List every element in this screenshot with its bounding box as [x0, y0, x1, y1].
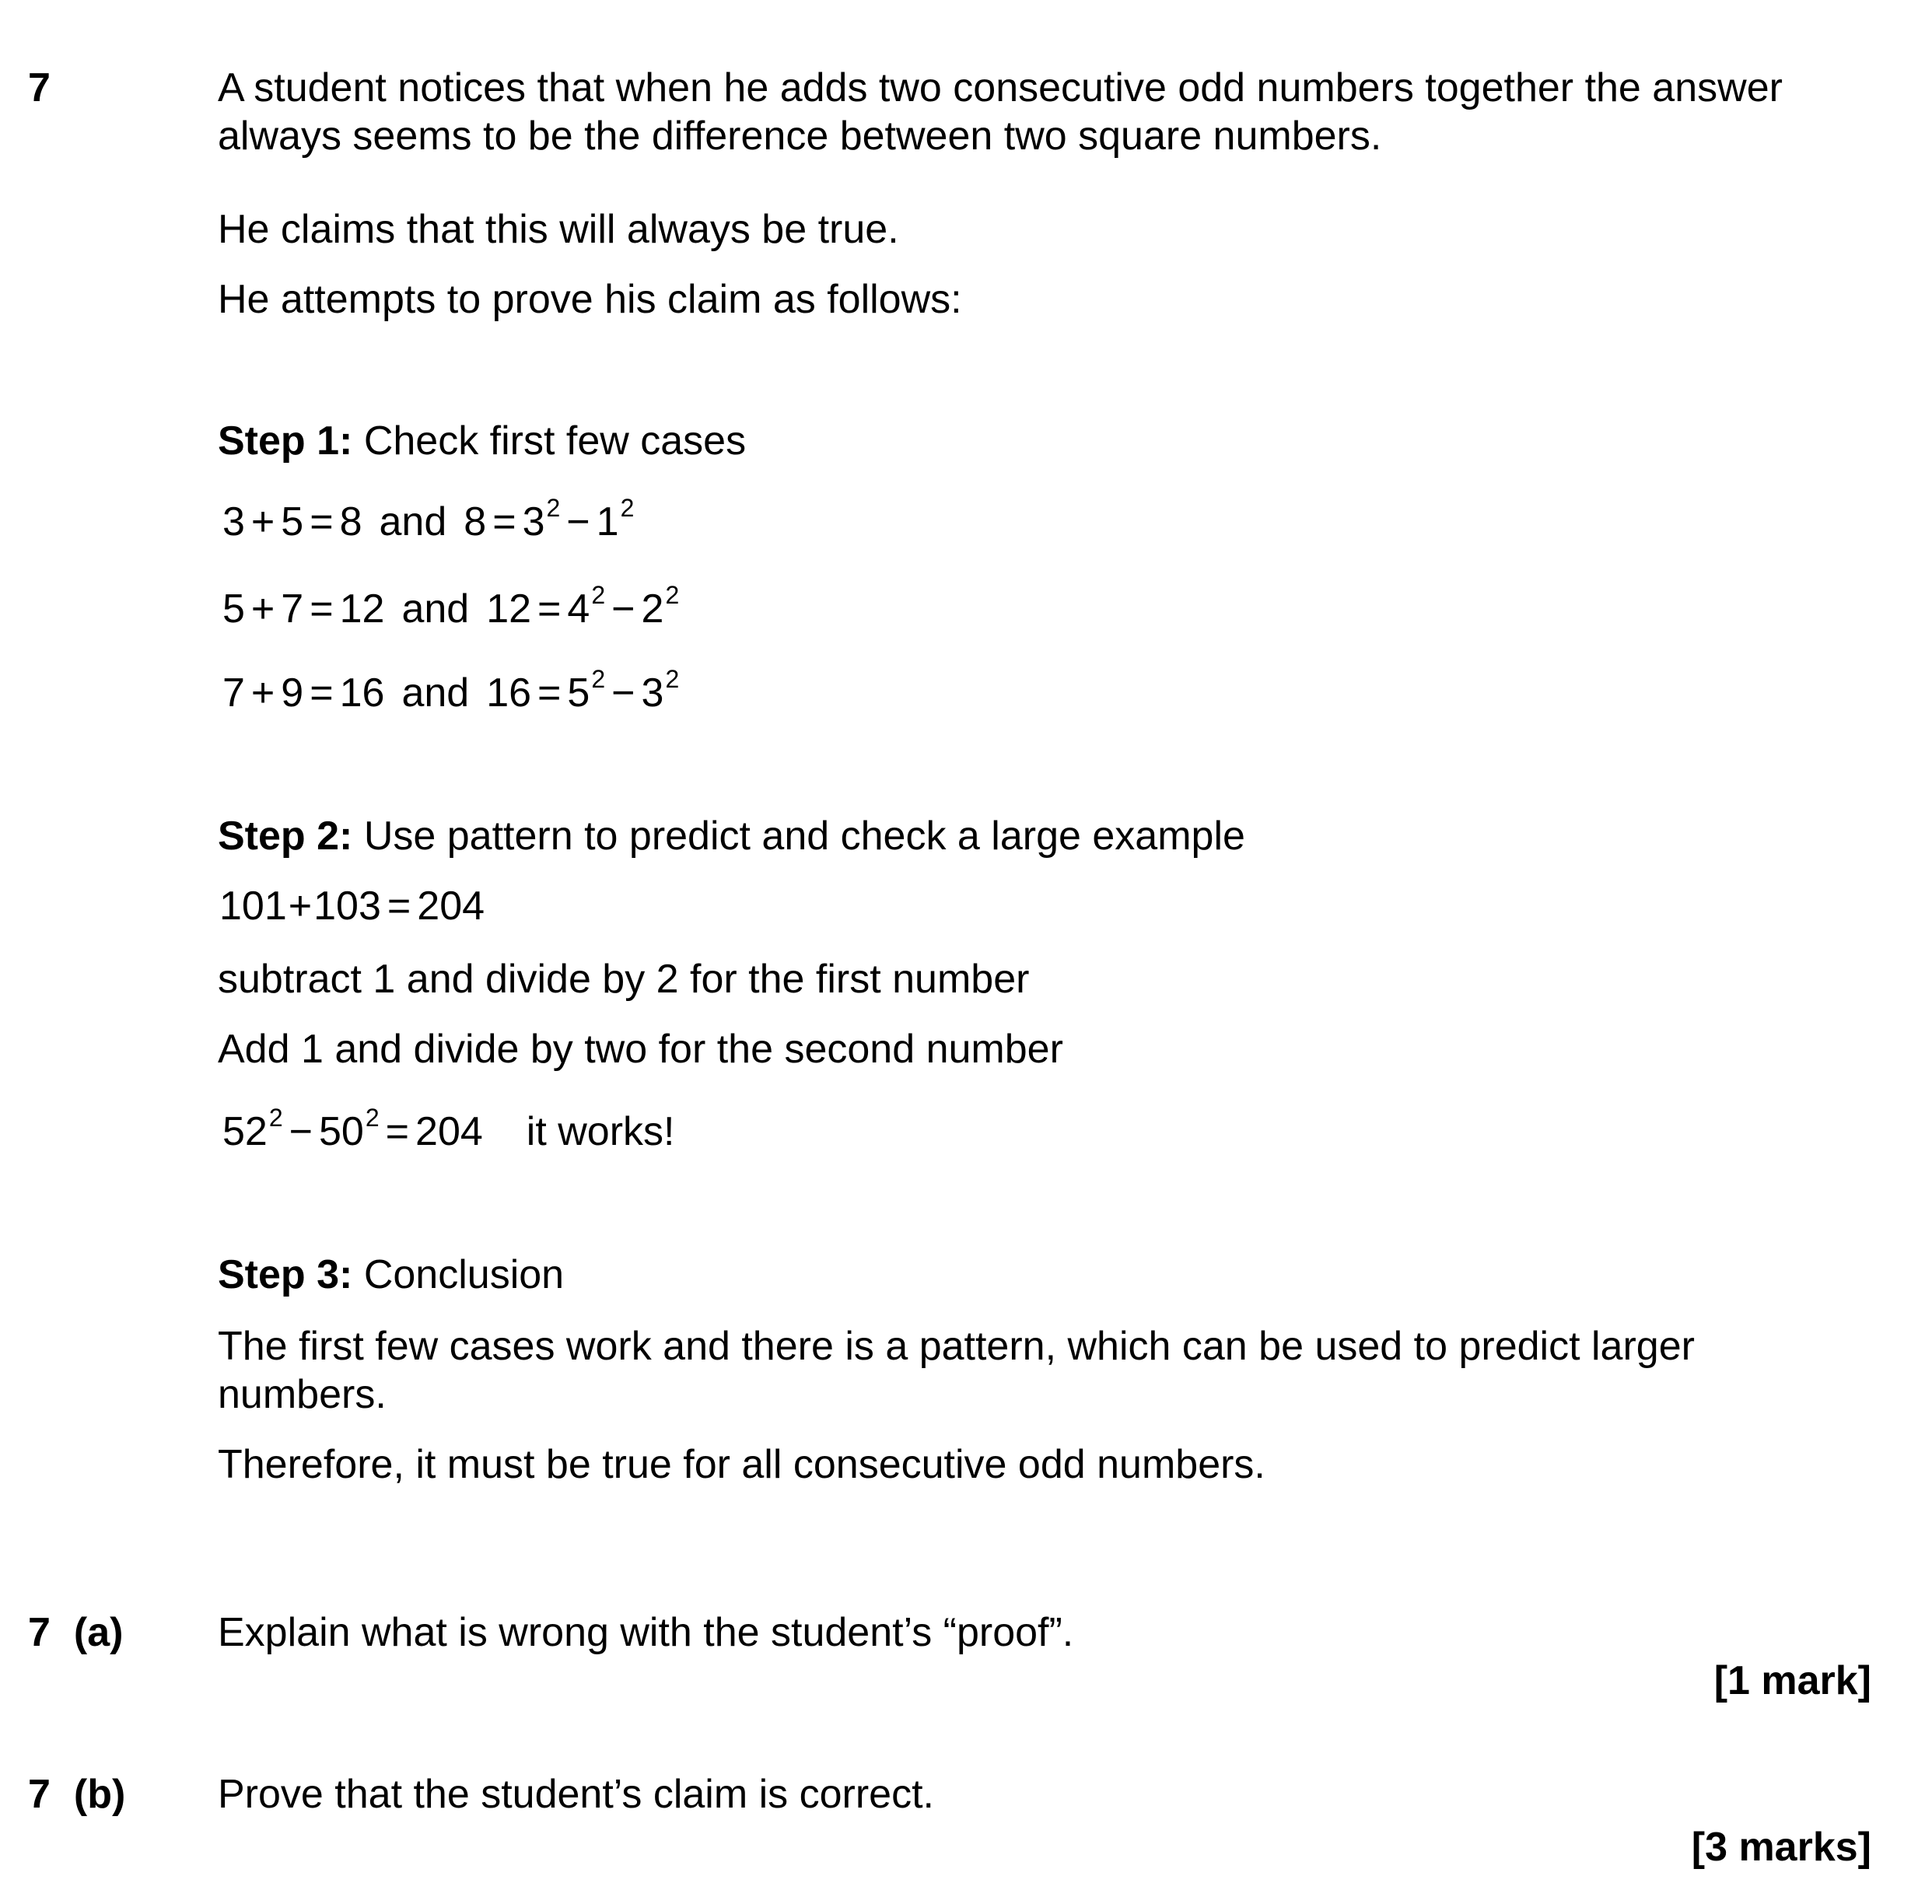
- step1-text: Check first few cases: [363, 418, 747, 464]
- step2-label: Step 2:: [218, 814, 353, 859]
- step2-heading: [218, 812, 1882, 860]
- step3-text: Conclusion: [363, 1252, 565, 1297]
- step2-line-1: subtract 1 and divide by 2 for the first number: [218, 957, 1030, 1002]
- step3-heading: [218, 1251, 1882, 1299]
- step1-case-1: 3 + 5 = 8 and $8 = 3^2 - 1^2$: [222, 494, 635, 544]
- step1-case-2: 5 + 7 = 12 and $12 = 4^2 - 2^2$: [222, 581, 680, 632]
- step2-example: 101+103 = 204: [219, 884, 485, 929]
- question-claim: He claims that this will always be true.: [218, 207, 899, 252]
- part-b-text: Prove that the student’s claim is correct.: [218, 1772, 934, 1817]
- step1-label: Step 1:: [218, 418, 353, 464]
- question-attempt: He attempts to prove his claim as follows:: [218, 277, 962, 322]
- part-b-marks: [3 marks]: [1691, 1825, 1871, 1870]
- step2-check: $52^2 - 50^2 = 204$ it works!: [222, 1104, 675, 1154]
- part-b-number: 7 (b): [28, 1772, 126, 1817]
- step2-line-2: Add 1 and divide by two for the second number: [218, 1027, 1063, 1072]
- step1-heading: [218, 417, 1882, 465]
- step3-line-1: The first few cases work and there is a pattern, which can be used to predict larger numbers.: [218, 1324, 1695, 1417]
- part-a-text: Explain what is wrong with the student’s “proof”.: [218, 1610, 1074, 1655]
- step1-case-3: 7 + 9 = 16 and $16 = 5^2 - 3^2$: [222, 665, 680, 716]
- part-a-marks: [1 mark]: [1713, 1658, 1871, 1703]
- step3-line-2: Therefore, it must be true for all consecutive odd numbers.: [218, 1442, 1265, 1487]
- step3-label: Step 3:: [218, 1252, 353, 1297]
- part-a-number: 7 (a): [28, 1610, 124, 1655]
- question-number: 7: [28, 65, 51, 110]
- question-intro: A student notices that when he adds two consecutive odd numbers together the answer always seems to be the difference between two square numbers.: [218, 65, 1783, 159]
- step2-text: Use pattern to predict and check a large example: [363, 814, 1245, 859]
